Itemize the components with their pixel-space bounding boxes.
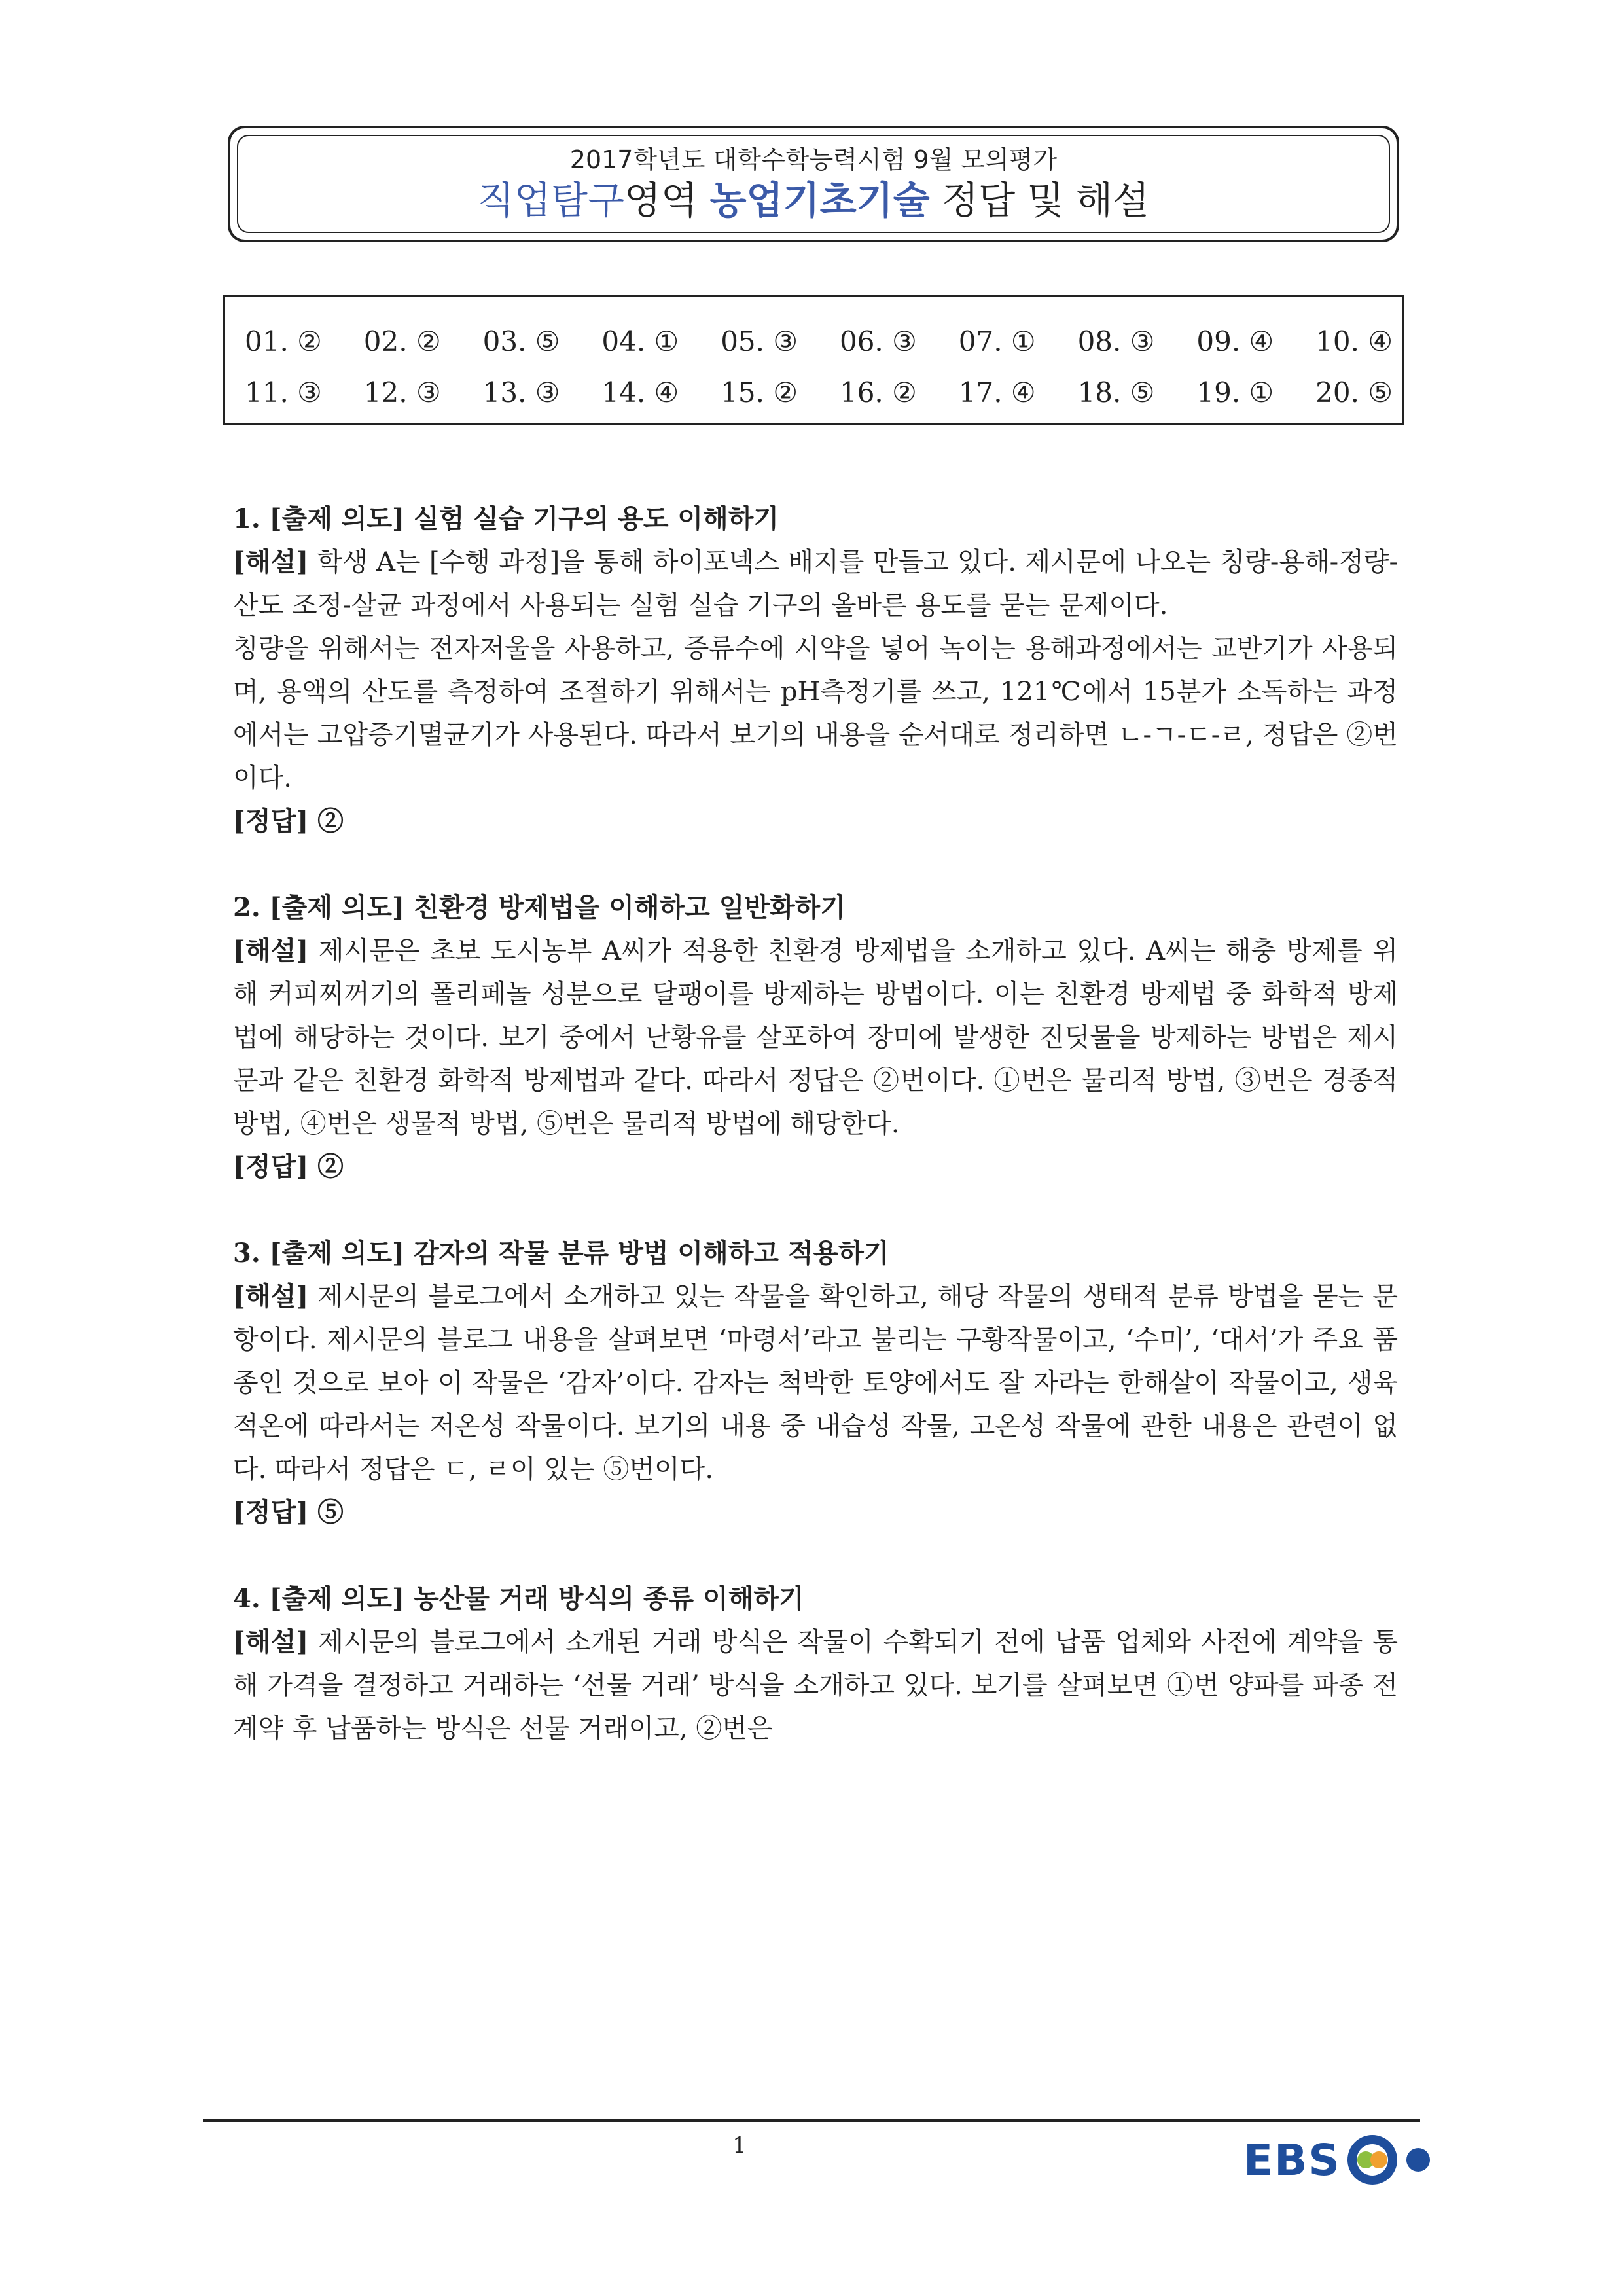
answer-item: 10. ④ — [1315, 325, 1393, 357]
answer-row-2 — [245, 367, 1393, 418]
section-title: 3. [출제 의도] 감자의 작물 분류 방법 이해하고 적용하기 — [233, 1238, 889, 1268]
question-section-3 — [233, 1232, 1398, 1534]
explanation-paragraph: 칭량을 위해서는 전자저울을 사용하고, 증류수에 시약을 넣어 녹이는 용해과정에서는 교반기가 사용되며, 용액의 산도를 측정하여 조절하기 위해서는 pH측정기를 쓰고, 121℃에서 15분가 소독하는 과정에서는 고압증기멸균기가 사용된다. 따라서 보기의 내용을 순서대로 정리하면 ㄴ-ㄱ-ㄷ-ㄹ, 정답은 ②번이다. — [233, 634, 1398, 793]
title-suffix: 정답 및 해설 — [929, 178, 1150, 223]
question-section-4 — [233, 1577, 1398, 1750]
subject-name: 농업기초기술 — [709, 178, 930, 223]
answer-item: 08. ③ — [1077, 325, 1155, 357]
explanation-label: [해설] — [233, 1281, 309, 1312]
answer-item: 15. ② — [721, 376, 798, 408]
answer-item: 04. ① — [601, 325, 679, 357]
answer-item: 02. ② — [363, 325, 441, 357]
ebs-logo-icon — [1341, 2127, 1452, 2193]
ebs-logo — [1243, 2124, 1466, 2196]
answer-line: [정답] ⑤ — [233, 1497, 344, 1528]
explanation-paragraph — [233, 1275, 1398, 1491]
page-number: 1 — [732, 2132, 747, 2159]
explanation-text: 제시문의 블로그에서 소개된 거래 방식은 작물이 수확되기 전에 납품 업체와 사전에 계약을 통해 가격을 결정하고 거래하는 ‘선물 거래’ 방식을 소개하고 있다. 보기를 살펴보면 ①번 양파를 파종 전 계약 후 납품하는 방식은 선물 거래이고, ②번은 — [233, 1627, 1398, 1744]
answer-item: 07. ① — [958, 325, 1036, 357]
section-title: 1. [출제 의도] 실험 실습 기구의 용도 이해하기 — [233, 503, 779, 534]
answer-item: 12. ③ — [363, 376, 441, 408]
ebs-logo-text: EBS — [1243, 2134, 1341, 2185]
explanation-paragraph — [233, 929, 1398, 1145]
area-suffix: 영역 — [624, 178, 710, 223]
answer-item: 01. ② — [245, 325, 322, 357]
answer-item: 20. ⑤ — [1315, 376, 1393, 408]
answer-line: [정답] ② — [233, 806, 344, 836]
footer-rule — [203, 2119, 1420, 2122]
explanation-text: 제시문의 블로그에서 소개하고 있는 작물을 확인하고, 해당 작물의 생태적 분류 방법을 묻는 문항이다. 제시문의 블로그 내용을 살펴보면 ‘마령서’라고 불리는 구황작물이고, ‘수미’, ‘대서’가 주요 품종인 것으로 보아 이 작물은 ‘감자’이다. 감자는 척박한 토양에서도 잘 자라는 한해살이 작물이고, 생육 적온에 따라서는 저온성 작물이다. 보기의 내용 중 내습성 작물, 고온성 작물에 관한 내용은 관련이 없다. 따라서 정답은 ㄷ, ㄹ이 있는 ⑤번이다. — [233, 1282, 1398, 1484]
answer-item: 03. ⑤ — [482, 325, 560, 357]
explanations — [233, 497, 1398, 1793]
answer-item: 13. ③ — [482, 376, 560, 408]
subject-area: 직업탐구 — [477, 178, 624, 223]
explanation-label: [해설] — [233, 935, 309, 966]
exam-name: 2017학년도 대학수학능력시험 9월 모의평가 — [569, 145, 1058, 174]
answer-item: 16. ② — [839, 376, 917, 408]
answer-item: 19. ① — [1196, 376, 1274, 408]
section-title: 4. [출제 의도] 농산물 거래 방식의 종류 이해하기 — [233, 1583, 804, 1614]
explanation-paragraph — [233, 541, 1398, 627]
explanation-text: 학생 A는 [수행 과정]을 통해 하이포넥스 배지를 만들고 있다. 제시문에 나오는 칭량-용해-정량-산도 조정-살균 과정에서 사용되는 실험 실습 기구의 올바른 용도를 묻는 문제이다. — [233, 547, 1398, 620]
explanation-label: [해설] — [233, 1626, 309, 1657]
answer-item: 05. ③ — [721, 325, 798, 357]
answer-item: 17. ④ — [958, 376, 1036, 408]
explanation-paragraph — [233, 1621, 1398, 1750]
answer-item: 06. ③ — [839, 325, 917, 357]
question-section-2 — [233, 886, 1398, 1189]
title-box — [228, 126, 1399, 242]
answer-item: 18. ⑤ — [1077, 376, 1155, 408]
answer-key-box — [223, 295, 1404, 425]
answer-row-1 — [245, 315, 1393, 367]
explanation-text: 제시문은 초보 도시농부 A씨가 적용한 친환경 방제법을 소개하고 있다. A씨는 해충 방제를 위해 커피찌꺼기의 폴리페놀 성분으로 달팽이를 방제하는 방법이다. 이는 친환경 방제법 중 화학적 방제법에 해당하는 것이다. 보기 중에서 난황유를 살포하여 장미에 발생한 진딧물을 방제하는 방법은 제시문과 같은 친환경 화학적 방제법과 같다. 따라서 정답은 ②번이다. ①번은 물리적 방법, ③번은 경종적 방법, ④번은 생물적 방법, ⑤번은 물리적 방법에 해당한다. — [233, 936, 1398, 1139]
section-title: 2. [출제 의도] 친환경 방제법을 이해하고 일반화하기 — [233, 892, 846, 923]
question-section-1 — [233, 497, 1398, 843]
answer-item: 11. ③ — [245, 376, 322, 408]
answer-item: 09. ④ — [1196, 325, 1274, 357]
explanation-label: [해설] — [233, 547, 309, 577]
answer-item: 14. ④ — [601, 376, 679, 408]
document-title — [478, 179, 1149, 223]
title-box-inner — [237, 135, 1390, 233]
answer-line: [정답] ② — [233, 1151, 344, 1182]
